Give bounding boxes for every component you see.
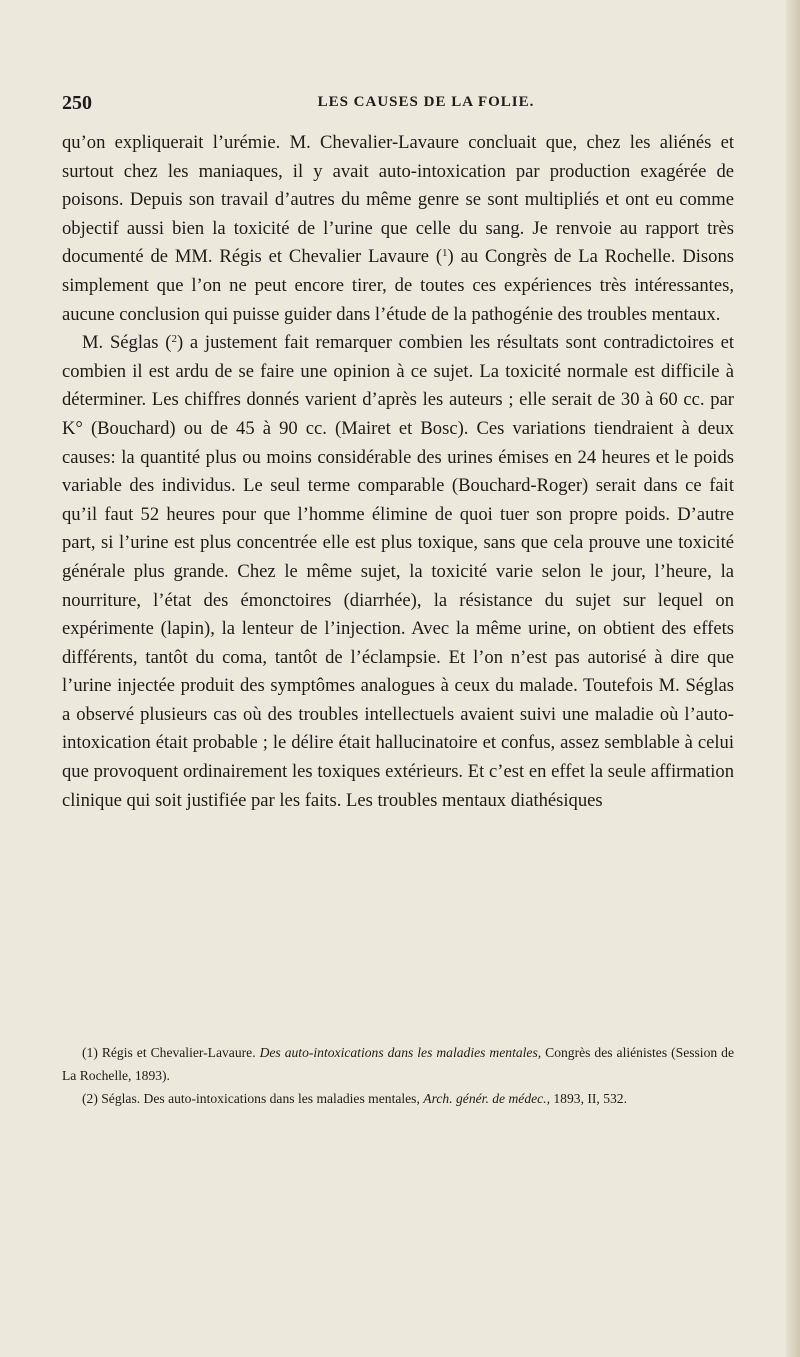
footnote-1-title: Des auto-intoxications dans les maladies mentales,: [259, 1045, 542, 1060]
footnotes: [62, 1041, 734, 1110]
paragraph-2-text-a: M. Séglas (: [82, 332, 172, 354]
footnote-2: [62, 1087, 734, 1110]
footnote-1-authors: (1) Régis et Chevalier-Lavaure.: [82, 1045, 260, 1060]
paragraph-2: [62, 329, 734, 815]
footnote-2-journal: Arch. génér. de médec.,: [423, 1091, 550, 1106]
footnote-ref-2: 2: [171, 333, 177, 346]
paragraph-1-text-b: ) au Congrès de La Rochelle. Disons simplement que l’on ne peut encore tirer, de toutes ces expériences très intéressantes, aucune conclusion qui puisse guider dans l’étude de la pathogénie des troubles mentaux.: [62, 246, 734, 325]
paragraph-1: [62, 129, 734, 329]
footnote-ref-1: 1: [442, 247, 448, 260]
body-text: [62, 129, 734, 815]
footnote-1-source: Congrès des aliénistes (Session de La Rochelle, 1893).: [62, 1045, 734, 1083]
page-edge-shadow: [786, 0, 800, 1357]
footnote-2-source: 1893, II, 532.: [549, 1091, 628, 1106]
page-number: 250: [62, 92, 92, 114]
page-header: [62, 92, 730, 116]
footnote-1: [62, 1041, 734, 1087]
footnote-2-authors: (2) Séglas. Des auto-intoxications dans les maladies mentales,: [82, 1091, 424, 1106]
paragraph-2-text-b: ) a justement fait remarquer combien les résultats sont contradictoires et combien il est ardu de se faire une opinion à ce sujet. La toxicité normale est difficile à déterminer. Les chiffres donnés varient d’après les auteurs ; elle serait de 30 à 60 cc. par K° (Bouchard) ou de 45 à 90 cc. (Mairet et Bosc). Ces variations tiendraient à deux causes: la quantité plus ou moins considérable des urines émises en 24 heures et le poids variable des individus. Le seul terme comparable (Bouchard-Roger) serait dans ce fait qu’il faut 52 heures pour que l’homme élimine de quoi tuer son propre poids. D’autre part, si l’urine est plus concentrée elle est plus toxique, sans que cela prouve une toxicité générale plus grande. Chez le même sujet, la toxicité varie selon le jour, l’heure, la nourriture, l’état des émonctoires (diarrhée), la résistance du sujet sur lequel on expérimente (lapin), la lenteur de l’injection. Avec la même urine, on obtient des effets différents, tantôt du coma, tantôt de l’éclampsie. Et l’on n’est pas autorisé à dire que l’urine injectée produit des symptômes analogues à ceux du malade. Toutefois M. Séglas a observé plusieurs cas où des troubles intellectuels avaient suivi une maladie où l’auto-intoxication était probable ; le délire était hallucinatoire et confus, assez semblable à celui que provoquent ordinairement les toxiques extérieurs. Et c’est en effet la seule affirmation clinique qui soit justifiée par les faits. Les troubles mentaux diathésiques: [62, 332, 735, 811]
paragraph-1-text-a: qu’on expliquerait l’urémie. M. Chevalier-Lavaure concluait que, chez les aliénés et surtout chez les maniaques, il y avait auto-intoxication par production exagérée de poisons. Depuis son travail d’autres du même genre se sont multipliés et ont eu comme objectif aussi bien la toxicité de l’urine que celle du sang. Je renvoie au rapport très documenté de MM. Régis et Chevalier Lavaure (: [62, 132, 734, 268]
running-title: LES CAUSES DE LA FOLIE.: [317, 94, 535, 110]
